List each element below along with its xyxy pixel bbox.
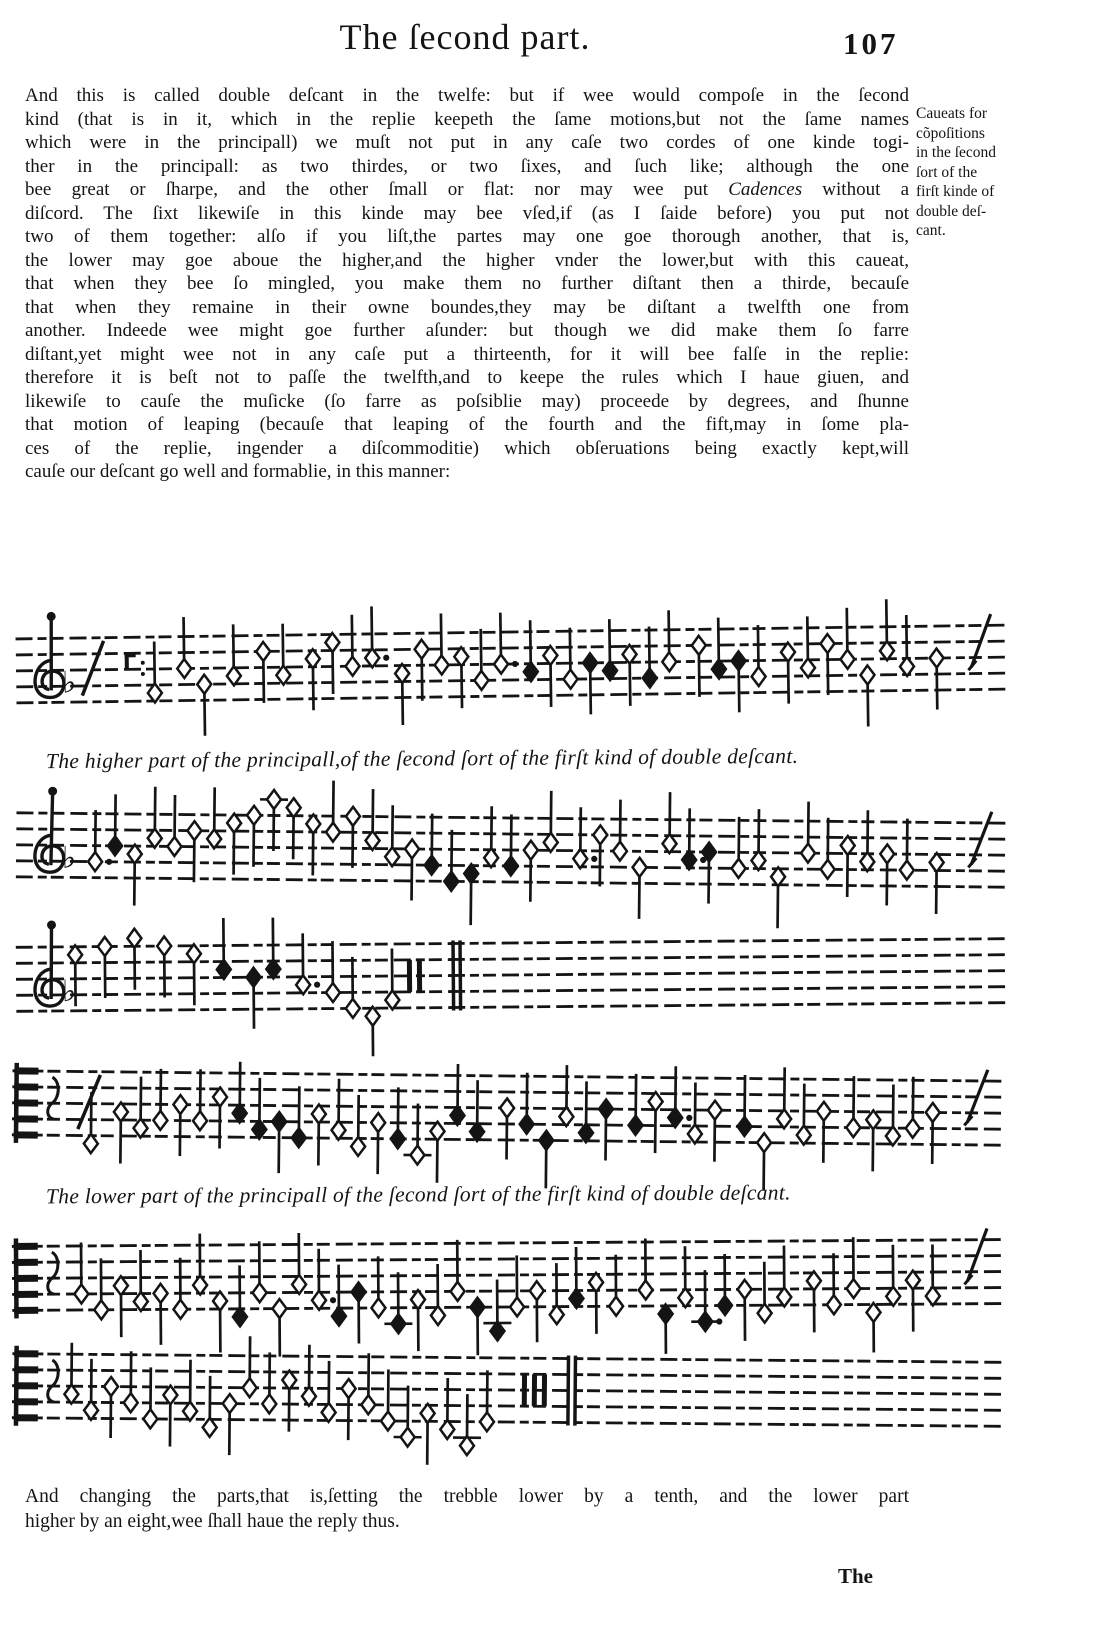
staff-line [12,1354,1002,1363]
note-head-filled [737,1117,751,1136]
note-head-hollow [167,837,181,856]
note-head-hollow [256,642,270,661]
note-stem [422,656,423,700]
note-stem [154,641,155,685]
note-head-hollow [88,852,102,871]
note-head-hollow [926,1103,940,1122]
margin-note-line: Caueats for [916,105,988,122]
staff-line [16,689,1006,703]
g-clef-icon [35,835,64,872]
note-head-hollow [98,937,112,956]
note-stem [204,691,205,735]
note-head-filled [718,1296,732,1315]
text-line: cauſe our deſcant go well and formablie, in this manner: [25,461,451,482]
note-head-filled [391,1129,405,1148]
music-staff-lower-3 [11,1314,1002,1478]
note-head-hollow [342,1379,356,1398]
staff-line [12,1386,1002,1395]
note-stem [847,608,848,652]
note-head-hollow [345,657,359,676]
note-head-hollow [247,806,261,825]
note-stem [937,665,938,709]
longa-rest-icon [522,1374,527,1406]
note-head-hollow [821,860,835,879]
note-head-hollow [173,1095,187,1114]
note-head-hollow [563,670,577,689]
note-head-hollow [801,844,815,863]
note-stem [352,615,353,659]
note-head-hollow [346,999,360,1018]
note-head-hollow [474,671,488,690]
margin-note-line: double deſ- [916,202,987,220]
note-head-filled [352,1282,366,1301]
staff-line [16,625,1006,639]
note-stem [807,616,808,660]
note-head-hollow [662,652,676,671]
text-line: therefore it is beſt not to paſſe the twelfth,and to keepe the rules which I haue giuen, and [25,367,909,388]
note-head-filled [583,653,597,672]
augmentation-dot [686,1115,692,1121]
staff-line [12,1418,1002,1427]
augmentation-dot [314,982,320,988]
closing-line: higher by an eight,wee ſhall haue the reply thus. [25,1511,400,1532]
note-head-hollow [510,1297,524,1316]
text-line: that motion of leaping (becauſe that leaping of the fourth and the fift,may in ſome pla- [25,414,909,435]
note-head-hollow [906,1119,920,1138]
note-head-hollow [738,1280,752,1299]
note-head-filled [444,872,458,891]
note-head-hollow [639,1280,653,1299]
note-head-filled [731,651,745,670]
note-head-hollow [929,648,943,667]
note-head-hollow [371,1113,385,1132]
note-head-hollow [692,636,706,655]
note-head-hollow [880,844,894,863]
margin-note-line: firſt kinde of [916,183,995,200]
note-head-hollow [346,807,360,826]
staff-line [16,673,1006,687]
note-head-hollow [494,655,508,674]
flat-sign-icon: ♭ [61,840,77,876]
margin-note-line: cant. [916,222,946,239]
staff-line [12,1402,1002,1411]
note-head-hollow [613,842,627,861]
note-head-hollow [177,659,191,678]
text-line: kind (that is in it, which in the replie keepeth the ſame motions,but not the ſame names [25,108,909,130]
note-head-hollow [708,1101,722,1120]
flat-sign-icon: ♭ [61,974,77,1010]
note-head-hollow [632,858,646,877]
text-line: the lower may goe aboue the higher,and the higher vnder the lower,but with this caueat, [25,249,909,271]
staff-line [12,1370,1002,1379]
note-head-hollow [846,1279,860,1298]
note-stem [590,670,591,714]
note-head-hollow [524,841,538,860]
longa-rest-icon [417,960,422,992]
note-stem [481,629,482,673]
note-head-filled [108,836,122,855]
music-staff-lower-1 [11,1031,1003,1196]
augmentation-dot [106,859,112,865]
text-line: that when they remaine in their owne boundes,they may be diſtant a twelfth one from [25,296,909,318]
staff-line [16,657,1006,671]
note-head-hollow [530,1281,544,1300]
staff-caption-lower: The lower part of the principall of the ſecond ſort of the firſt kind of double deſcant. [45,1180,791,1209]
text-line: And this is called double deſcant in the twelfe: but if wee would compoſe in the ſecond [25,85,909,106]
note-stem [333,649,334,693]
note-stem [283,624,284,668]
note-stem [758,625,759,669]
note-head-hollow [243,1378,257,1397]
text-line: diſtant,yet might wee not in any caſe put a thirteenth, for it will bee falſe in the replie: [25,343,909,365]
catchword: The [838,1564,874,1588]
note-head-hollow [593,825,607,844]
note-head-hollow [846,1118,860,1137]
mensuration-slash-icon [78,1075,101,1130]
note-head-hollow [74,1284,88,1303]
note-head-filled [470,1298,484,1317]
note-stem [828,651,829,695]
g-clef-icon [35,660,64,697]
longa-rest-icon [542,1374,547,1406]
text-line: likewiſe to cauſe the muſicke (ſo farre as poſsiblie may) proceede by degrees, and ſhunne [25,390,909,412]
note-stem [551,662,552,706]
longa-rest-icon [407,960,412,992]
note-head-hollow [371,1298,385,1317]
note-head-hollow [827,1295,841,1314]
note-stem [233,624,234,668]
margin-note [916,104,1100,241]
page-title: The ſecond part. [339,17,591,57]
note-stem [441,613,442,657]
note-stem [788,659,789,703]
note-head-hollow [820,634,834,653]
note-head-hollow [434,655,448,674]
note-stem [461,664,462,708]
note-head-hollow [451,1282,465,1301]
note-stem [906,615,907,659]
note-head-hollow [104,1377,118,1396]
page-number: 107 [843,26,899,61]
double-bar-icon [451,940,455,1010]
note-stem [630,661,631,705]
text-line: ces of the replie, ingender a diſcommoditie) which obſeruations being exactly kept,will [25,437,909,459]
closing-text [25,1484,909,1534]
note-stem [739,668,740,712]
note-head-filled [272,1112,286,1131]
mensuration-slash-icon [82,641,105,696]
note-head-hollow [480,1412,494,1431]
note-stem [718,618,719,662]
longa-rest-icon [532,1374,537,1406]
note-head-hollow [326,823,340,842]
note-head-filled [643,668,657,687]
note-stem [609,619,610,663]
note-head-hollow [414,640,428,659]
note-stem [886,599,887,643]
augmentation-dot [512,661,518,667]
note-head-hollow [153,1111,167,1130]
note-stem [263,658,264,702]
note-stem [530,620,531,664]
note-head-hollow [223,1394,237,1413]
note-stem [500,613,501,657]
note-head-hollow [361,1395,375,1414]
note-stem [313,666,314,710]
note-head-filled [246,968,260,987]
staff-line [16,1003,1006,1012]
flat-sign-icon: ♭ [61,665,77,701]
note-head-hollow [267,790,281,809]
note-head-hollow [381,1411,395,1430]
note-head-hollow [500,1098,514,1117]
note-stem [868,682,869,726]
staff-line [16,877,1006,887]
note-head-hollow [860,665,874,684]
note-head-hollow [817,1102,831,1121]
closing-line: And changing the parts,that is,ſetting the trebble lower by a tenth, and the lower part [25,1486,909,1507]
note-head-hollow [405,839,419,858]
note-head-hollow [157,936,171,955]
note-head-hollow [757,1133,771,1152]
text-line: that when they bee ſo mingled, you make them no further diſtant then a thirde, becauſe [25,273,909,294]
augmentation-dot [383,655,389,661]
note-head-hollow [124,1393,138,1412]
text-line: two of them together: alſo if you liſt,the partes may one goe thorough another, that is, [25,226,909,247]
note-head-hollow [751,667,765,686]
staff-caption-higher: The higher part of the principall,of the ſecond ſort of the firſt kind of double deſcant. [45,743,799,774]
note-head-hollow [154,1284,168,1303]
note-stem [402,681,403,725]
note-stem [184,617,185,661]
note-head-filled [628,1116,642,1135]
note-stem [699,652,700,696]
note-head-filled [425,856,439,875]
note-head-hollow [731,859,745,878]
note-head-hollow [401,1428,415,1447]
text-line: which were in the principall) we muſt not put in any caſe two cordes of one kinde togi- [25,132,909,153]
note-stem [372,606,373,650]
note-head-filled [599,1099,613,1118]
note-head-hollow [197,675,211,694]
augmentation-dot [591,856,597,862]
text-line: diſcord. The ſixt likewiſe in this kinde may bee vſed,if (as I ſaide before) you put not [25,202,909,224]
note-head-hollow [143,1409,157,1428]
double-bar-icon [566,1356,570,1426]
note-head-filled [520,1115,534,1134]
note-head-hollow [840,650,854,669]
augmentation-dot [330,1297,336,1303]
note-head-hollow [326,983,340,1002]
note-head-hollow [900,861,914,880]
margin-note-line: in the ſecond [916,144,997,161]
note-head-filled [504,856,518,875]
g-clef-icon [35,969,64,1006]
note-stem [649,627,650,671]
note-head-hollow [609,1297,623,1316]
note-head-filled [539,1131,553,1150]
note-head-hollow [410,1145,424,1164]
note-head-filled [292,1128,306,1147]
text-line: another. Indeede wee might goe further aſunder: but though we did make them ſo farre [25,320,909,341]
text-line: bee great or ſharpe, and the other ſmall or flat: nor may wee put Cadences without a [25,179,909,200]
note-head-hollow [253,1283,267,1302]
note-head-hollow [193,1111,207,1130]
italic-term: Cadences [728,179,803,200]
music-staff-higher-1 [15,585,1007,754]
note-head-hollow [262,1394,276,1413]
staff-line [16,641,1006,655]
note-stem [669,610,670,654]
note-head-hollow [187,821,201,840]
note-stem [570,628,571,672]
text-line: ther in the principall: as two thirdes, or two ſixes, and ſuch like; although the one [25,155,909,177]
body-text [25,84,909,484]
margin-note-line: cõpoſitions [916,124,985,142]
margin-note-line: ſort of the [916,163,978,181]
